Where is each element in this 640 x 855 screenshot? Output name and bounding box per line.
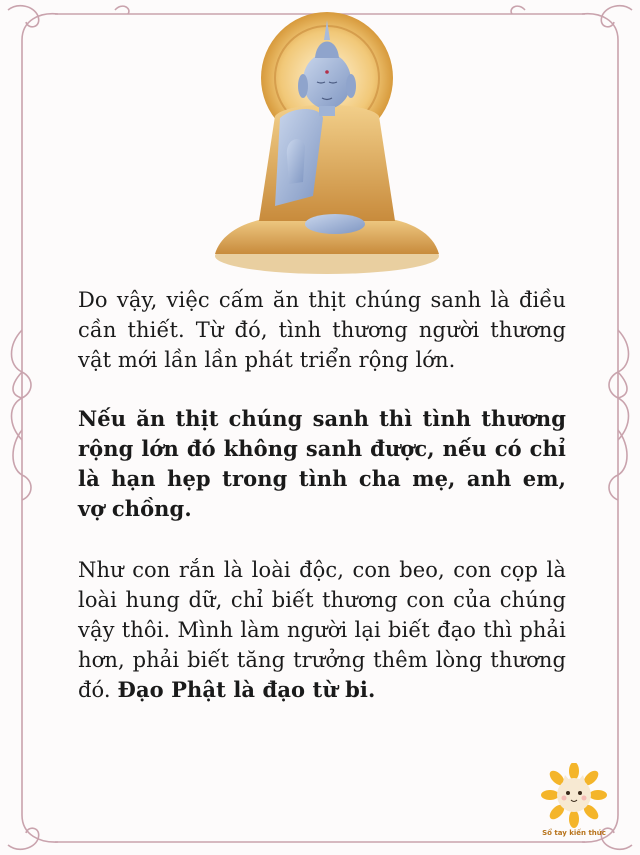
paragraph-3-emphasis: Đạo Phật là đạo từ bi. bbox=[117, 677, 376, 702]
paragraph-2-bold: Nếu ăn thịt chúng sanh thì tình thương rộng lớn đó không sanh được, nếu có chỉ là hạn hẹp trong tình cha mẹ, anh em, vợ chồng. bbox=[78, 406, 566, 521]
buddha-illustration bbox=[205, 6, 445, 278]
logo-label: Sổ tay kiến thức bbox=[542, 829, 606, 837]
paragraph-1: Do vậy, việc cấm ăn thịt chúng sanh là điều cần thiết. Từ đó, tình thương người thương vật mới lần lần phát triển rộng lớn. bbox=[78, 288, 566, 372]
paragraph-3-text: Như con rắn là loài độc, con beo, con cọp là loài hung dữ, chỉ biết thương con của chúng vậy thôi. Mình làm người lại biết đạo thì phải hơn, phải biết tăng trưởng thêm lòng thương đó. bbox=[78, 558, 566, 702]
paragraph-3 bbox=[78, 555, 566, 705]
